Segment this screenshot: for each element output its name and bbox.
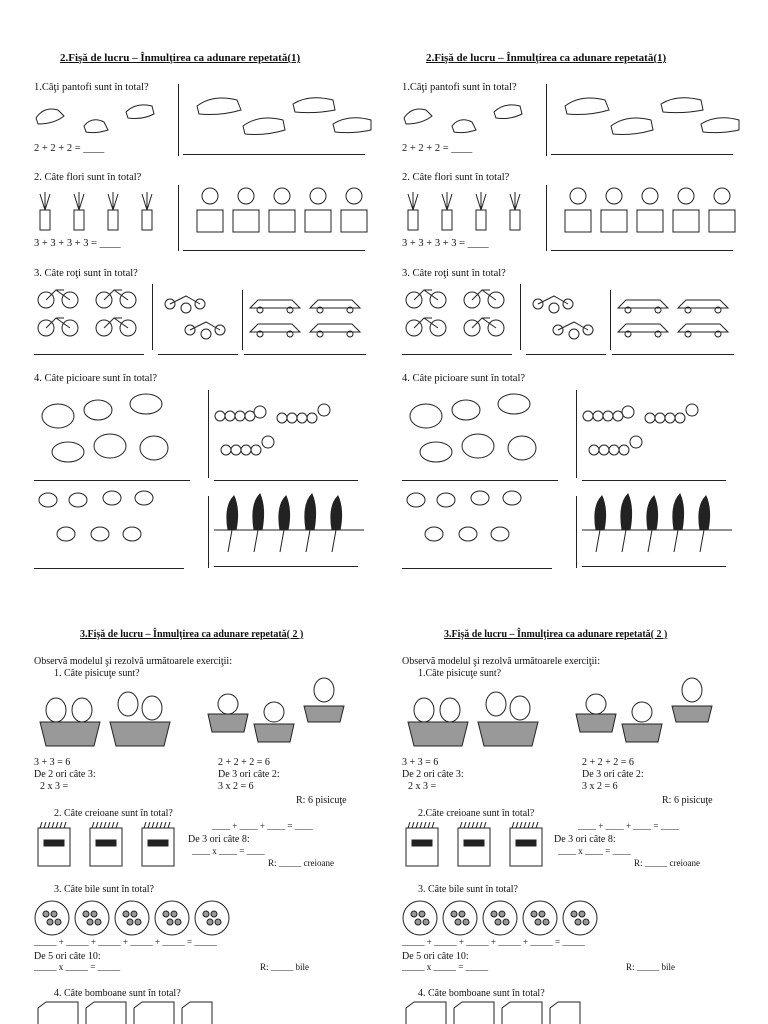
birds-on-wire-illustration [214,490,364,558]
s2-q3-text: De 5 ori câte 10: [402,951,469,962]
cars-illustration [248,292,368,344]
q2-expression: 3 + 3 + 3 + 3 = ____ [34,238,121,249]
s2-q2-prompt: 2. Câte creioane sunt în total? [54,808,173,819]
s2-q1-a-mult: 2 x 3 = [40,781,69,792]
s2-q1-a-text: De 2 ori câte 3: [34,769,96,780]
s2-q2-mult: ____ x ____ = ____ [558,846,631,856]
s2-q2-prompt: 2.Câte creioane sunt în total? [418,808,535,819]
q1-prompt: 1.Câţi pantofi sunt în total? [34,82,149,93]
sheet1-title: 2.Fişă de lucru – Înmulţirea ca adunare repetată(1) [60,52,301,64]
shoes-small-illustration [402,98,542,138]
s2-q3-sum: _____ + _____ + _____ + _____ + _____ = _____ [402,937,585,947]
q1-expression: 2 + 2 + 2 = ____ [402,143,473,154]
s2-q3-answer: R: _____ bile [260,962,309,972]
cats-in-baskets-illustration-b [204,672,354,744]
candy-boxes-illustration [404,1000,584,1024]
s2-q3-prompt: 3. Câte bile sunt în total? [418,884,518,895]
s2-q3-prompt: 3. Câte bile sunt în total? [54,884,154,895]
s2-q3-mult: _____ x _____ = _____ [402,962,489,972]
s2-q2-mult: ____ x ____ = ____ [192,846,265,856]
bicycles-illustration [34,284,150,340]
s2-q4-prompt: 4. Câte bomboane sunt în total? [54,988,181,999]
marble-bags-illustration [34,898,234,938]
caterpillars-illustration [212,394,362,468]
cats-in-baskets-illustration-a [36,682,180,748]
cats-illustration [402,386,552,470]
tricycles-illustration [528,290,608,344]
candy-boxes-illustration [36,1000,216,1024]
flower-pots-illustration [193,182,373,236]
s2-q1-b-sum: 2 + 2 + 2 = 6 [218,757,270,768]
birds-on-wire-illustration [582,490,732,558]
q4-prompt: 4. Câte picioare sunt în total? [34,373,158,384]
s2-q1-prompt: 1. Câte pisicuţe sunt? [54,668,140,679]
worksheet-column-right [396,0,756,1024]
s2-q2-sum: ____ + ____ + ____ = ____ [578,821,679,831]
worksheet-column-left [28,0,388,1024]
s2-q3-answer: R: _____ bile [626,962,675,972]
tricycles-illustration [160,290,240,344]
s2-q1-a-sum: 3 + 3 = 6 [402,757,439,768]
s2-q1-prompt: 1.Câte pisicuţe sunt? [418,668,502,679]
s2-q2-answer: R: _____ creioane [634,858,700,868]
s2-q1-b-sum: 2 + 2 + 2 = 6 [582,757,634,768]
cats-in-baskets-illustration-b [572,672,722,744]
s2-q1-b-mult: 3 x 2 = 6 [218,781,254,792]
flower-pots-illustration [561,182,741,236]
shoes-large-illustration [561,92,741,142]
q1-prompt: 1.Câţi pantofi sunt în total? [402,82,517,93]
s2-q1-b-text: De 3 ori câte 2: [582,769,644,780]
s2-q3-mult: _____ x _____ = _____ [34,962,121,972]
s2-q1-answer: R: 6 pisicuţe [662,795,713,806]
cats-in-baskets-illustration-a [404,682,548,748]
s2-q3-text: De 5 ori câte 10: [34,951,101,962]
sheet2-title: 3.Fişă de lucru – Înmulţirea ca adunare repetată( 2 ) [444,629,668,640]
flower-vases-illustration [402,188,542,234]
sheet2-title: 3.Fişă de lucru – Înmulţirea ca adunare repetată( 2 ) [80,629,304,640]
marble-bags-illustration [402,898,602,938]
sheet1-title: 2.Fişă de lucru – Înmulţirea ca adunare repetată(1) [426,52,667,64]
pencil-boxes-illustration [34,820,184,868]
q2-prompt: 2. Câte flori sunt în total? [402,172,510,183]
q3-prompt: 3. Câte roţi sunt în total? [402,268,506,279]
s2-q3-sum: _____ + _____ + _____ + _____ + _____ = _____ [34,937,217,947]
beetles-illustration [34,484,164,554]
shoes-large-illustration [193,92,373,142]
shoes-small-illustration [34,98,174,138]
s2-q1-b-text: De 3 ori câte 2: [218,769,280,780]
pencil-boxes-illustration [402,820,552,868]
q1-expression: 2 + 2 + 2 = ____ [34,143,105,154]
s2-q4-prompt: 4. Câte bomboane sunt în total? [418,988,545,999]
cats-illustration [34,386,184,470]
sheet2-intro: Observă modelul şi rezolvă următoarele exerciţii: [34,656,232,667]
flower-vases-illustration [34,188,174,234]
s2-q1-answer: R: 6 pisicuţe [296,795,347,806]
cars-illustration [616,292,736,344]
s2-q2-text: De 3 ori câte 8: [554,834,616,845]
s2-q2-sum: ____ + ____ + ____ = ____ [212,821,313,831]
s2-q2-text: De 3 ori câte 8: [188,834,250,845]
q2-expression: 3 + 3 + 3 + 3 = ____ [402,238,489,249]
caterpillars-illustration [580,394,730,468]
q2-prompt: 2. Câte flori sunt în total? [34,172,142,183]
s2-q1-a-sum: 3 + 3 = 6 [34,757,71,768]
s2-q1-a-text: De 2 ori câte 3: [402,769,464,780]
s2-q2-answer: R: _____ creioane [268,858,334,868]
s2-q1-a-mult: 2 x 3 = [408,781,437,792]
beetles-illustration [402,484,532,554]
q3-prompt: 3. Câte roţi sunt în total? [34,268,138,279]
s2-q1-b-mult: 3 x 2 = 6 [582,781,618,792]
bicycles-illustration [402,284,518,340]
q4-prompt: 4. Câte picioare sunt în total? [402,373,526,384]
sheet2-intro: Observă modelul şi rezolvă următoarele exerciţii: [402,656,600,667]
